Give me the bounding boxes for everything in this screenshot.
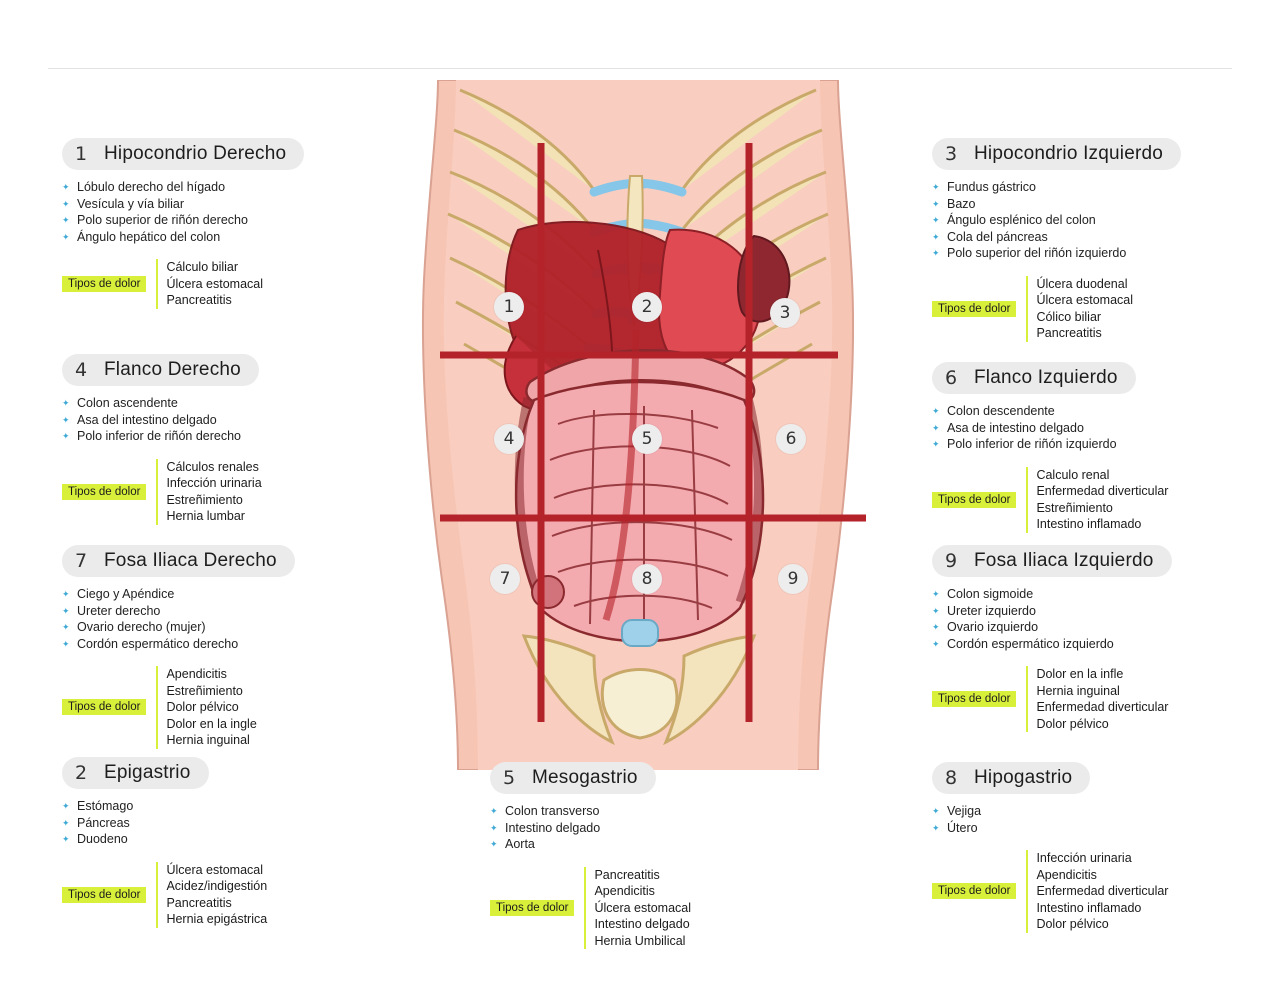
pain-item: Dolor pélvico [1036, 716, 1109, 731]
region-number: 6 [938, 365, 964, 391]
pain-block [932, 467, 1168, 533]
organ-item: ✦ Cordón espermático derecho [62, 636, 295, 653]
marker-9[interactable]: 9 [778, 564, 808, 594]
organ-item: ✦ Vesícula y vía biliar [62, 196, 304, 213]
pain-item: Hernia lumbar [166, 509, 245, 523]
organ-item: ✦ Asa de intestino delgado [932, 420, 1168, 437]
pain-list [1026, 467, 1168, 533]
organ-list [62, 798, 267, 848]
pain-item: Calculo renal [1036, 467, 1110, 482]
organ-list [490, 803, 691, 853]
pain-item: Estreñimiento [166, 492, 243, 507]
pain-list [1026, 850, 1168, 933]
region-hipogastrio [932, 762, 1168, 933]
pain-item: Apendicitis [166, 667, 227, 681]
region-header [62, 354, 259, 386]
pain-list [584, 867, 691, 950]
pain-item: Pancreatitis [166, 293, 232, 307]
region-fosa-iliaca-izquierdo [932, 545, 1172, 732]
pain-list [156, 459, 261, 525]
region-fosa-iliaca-derecho [62, 545, 295, 749]
organ-list [932, 586, 1172, 652]
marker-6[interactable]: 6 [776, 424, 806, 454]
pain-item: Intestino inflamado [1036, 900, 1142, 915]
marker-7[interactable]: 7 [490, 564, 520, 594]
organ-list [932, 403, 1168, 453]
pain-item: Pancreatitis [594, 867, 660, 882]
pain-list [1026, 666, 1168, 732]
pain-item: Úlcera estomacal [594, 900, 692, 915]
pain-item: Cólico biliar [1036, 309, 1102, 324]
organ-list [932, 803, 1168, 836]
marker-4[interactable]: 4 [494, 424, 524, 454]
pain-block [62, 259, 304, 309]
organ-item: ✦ Lóbulo derecho del hígado [62, 179, 304, 196]
pain-block [62, 862, 267, 928]
region-number: 9 [938, 548, 964, 574]
marker-2[interactable]: 2 [632, 292, 662, 322]
organ-item: ✦ Cola del páncreas [932, 229, 1181, 246]
region-number: 2 [68, 760, 94, 786]
pain-label: Tipos de dolor [932, 883, 1016, 899]
pain-block [932, 850, 1168, 933]
region-hipocondrio-izquierdo [932, 138, 1181, 342]
pain-block [932, 666, 1172, 732]
organ-item: ✦ Intestino delgado [490, 820, 691, 837]
region-header [62, 138, 304, 170]
pain-item: Dolor en la infle [1036, 667, 1124, 681]
pain-label: Tipos de dolor [932, 492, 1016, 508]
pain-list [156, 259, 263, 309]
region-header [932, 545, 1172, 577]
pain-item: Dolor en la ingle [166, 716, 257, 731]
region-header [932, 138, 1181, 170]
pain-item: Infección urinaria [166, 476, 262, 490]
pain-item: Cálculos renales [166, 459, 259, 474]
pain-item: Enfermedad diverticular [1036, 884, 1169, 898]
pain-block [62, 666, 295, 749]
pain-label: Tipos de dolor [932, 691, 1016, 707]
organ-item: ✦ Útero [932, 820, 1168, 837]
region-title: Fosa Iliaca Derecho [104, 550, 277, 571]
organ-item: ✦ Cordón espermático izquierdo [932, 636, 1172, 653]
organ-list [932, 179, 1181, 262]
pain-item: Pancreatitis [1036, 326, 1102, 340]
pain-label: Tipos de dolor [62, 699, 146, 715]
pain-item: Enfermedad diverticular [1036, 700, 1169, 714]
organ-list [62, 395, 262, 445]
pain-item: Úlcera estomacal [1036, 293, 1134, 307]
pain-item: Acidez/indigestión [166, 879, 268, 893]
pain-item: Hernia inguinal [1036, 683, 1120, 698]
region-header [62, 545, 295, 577]
organ-item: ✦ Colon descendente [932, 403, 1168, 420]
region-number: 8 [938, 765, 964, 791]
pain-block [490, 867, 691, 950]
pain-block [62, 459, 262, 525]
pain-item: Cálculo biliar [166, 260, 239, 274]
pain-item: Dolor pélvico [1036, 917, 1109, 931]
organ-item: ✦ Polo inferior de riñón izquierdo [932, 436, 1168, 453]
region-flanco-izquierdo [932, 362, 1168, 533]
pain-label: Tipos de dolor [62, 887, 146, 903]
pain-label: Tipos de dolor [62, 276, 146, 292]
pain-item: Estreñimiento [1036, 500, 1113, 515]
pain-item: Intestino delgado [594, 917, 690, 931]
pain-item: Hernia epigástrica [166, 912, 268, 926]
pain-item: Infección urinaria [1036, 851, 1132, 865]
organ-item: ✦ Vejiga [932, 803, 1168, 820]
organ-item: ✦ Ovario izquierdo [932, 619, 1172, 636]
pain-list [1026, 276, 1133, 342]
organ-item: ✦ Colon transverso [490, 803, 691, 820]
organ-item: ✦ Páncreas [62, 815, 267, 832]
organ-item: ✦ Ovario derecho (mujer) [62, 619, 295, 636]
region-number: 7 [68, 548, 94, 574]
organ-item: ✦ Polo superior de riñón derecho [62, 212, 304, 229]
pain-list [156, 862, 267, 928]
pain-item: Úlcera estomacal [166, 276, 264, 291]
organ-item: ✦ Duodeno [62, 831, 267, 848]
marker-1[interactable]: 1 [494, 292, 524, 322]
region-header [62, 757, 209, 789]
organ-item: ✦ Bazo [932, 196, 1181, 213]
region-title: Hipocondrio Izquierdo [974, 143, 1164, 164]
organ-item: ✦ Ángulo hepático del colon [62, 229, 304, 246]
pain-list [156, 666, 256, 749]
pain-block [932, 276, 1181, 342]
pain-item: Pancreatitis [166, 895, 232, 910]
abdomen-illustration [398, 80, 878, 760]
organ-list [62, 586, 295, 652]
pain-item: Estreñimiento [166, 683, 243, 698]
organ-item: ✦ Fundus gástrico [932, 179, 1181, 196]
marker-3[interactable]: 3 [770, 298, 800, 328]
region-title: Fosa Iliaca Izquierdo [974, 550, 1154, 571]
pain-item: Hernia Umbilical [594, 933, 686, 948]
region-title: Hipogastrio [974, 767, 1073, 788]
pain-item: Úlcera estomacal [166, 862, 264, 877]
region-number: 5 [496, 765, 522, 791]
region-title: Mesogastrio [532, 767, 638, 788]
organ-item: ✦ Ureter izquierdo [932, 603, 1172, 620]
region-number: 3 [938, 141, 964, 167]
header-divider [48, 68, 1232, 69]
region-header [932, 362, 1136, 394]
pain-item: Hernia inguinal [166, 733, 250, 747]
pain-item: Dolor pélvico [166, 700, 239, 714]
region-title: Flanco Derecho [104, 359, 241, 380]
region-title: Flanco Izquierdo [974, 367, 1118, 388]
region-title: Epigastrio [104, 762, 191, 783]
region-hipocondrio-derecho [62, 138, 304, 309]
organ-item: ✦ Estómago [62, 798, 267, 815]
pain-item: Úlcera duodenal [1036, 276, 1128, 291]
pain-label: Tipos de dolor [490, 900, 574, 916]
region-epigastrio [62, 757, 267, 928]
pain-item: Apendicitis [1036, 867, 1097, 882]
organ-item: ✦ Colon ascendente [62, 395, 262, 412]
region-title: Hipocondrio Derecho [104, 143, 287, 164]
organ-item: ✦ Ureter derecho [62, 603, 295, 620]
region-mesogastrio [490, 762, 691, 949]
organ-item: ✦ Colon sigmoide [932, 586, 1172, 603]
region-flanco-derecho [62, 354, 262, 525]
organ-item: ✦ Polo superior del riñón izquierdo [932, 245, 1181, 262]
pain-label: Tipos de dolor [932, 301, 1016, 317]
organ-item: ✦ Ángulo esplénico del colon [932, 212, 1181, 229]
marker-5[interactable]: 5 [632, 424, 662, 454]
pain-label: Tipos de dolor [62, 484, 146, 500]
pain-item: Intestino inflamado [1036, 517, 1142, 531]
pain-item: Apendicitis [594, 884, 655, 898]
marker-8[interactable]: 8 [632, 564, 662, 594]
organ-item: ✦ Aorta [490, 836, 691, 853]
region-header [490, 762, 656, 794]
region-number: 4 [68, 357, 94, 383]
organ-item: ✦ Asa del intestino delgado [62, 412, 262, 429]
organ-list [62, 179, 304, 245]
region-number: 1 [68, 141, 94, 167]
pain-item: Enfermedad diverticular [1036, 484, 1169, 498]
organ-item: ✦ Ciego y Apéndice [62, 586, 295, 603]
region-header [932, 762, 1090, 794]
organ-item: ✦ Polo inferior de riñón derecho [62, 428, 262, 445]
